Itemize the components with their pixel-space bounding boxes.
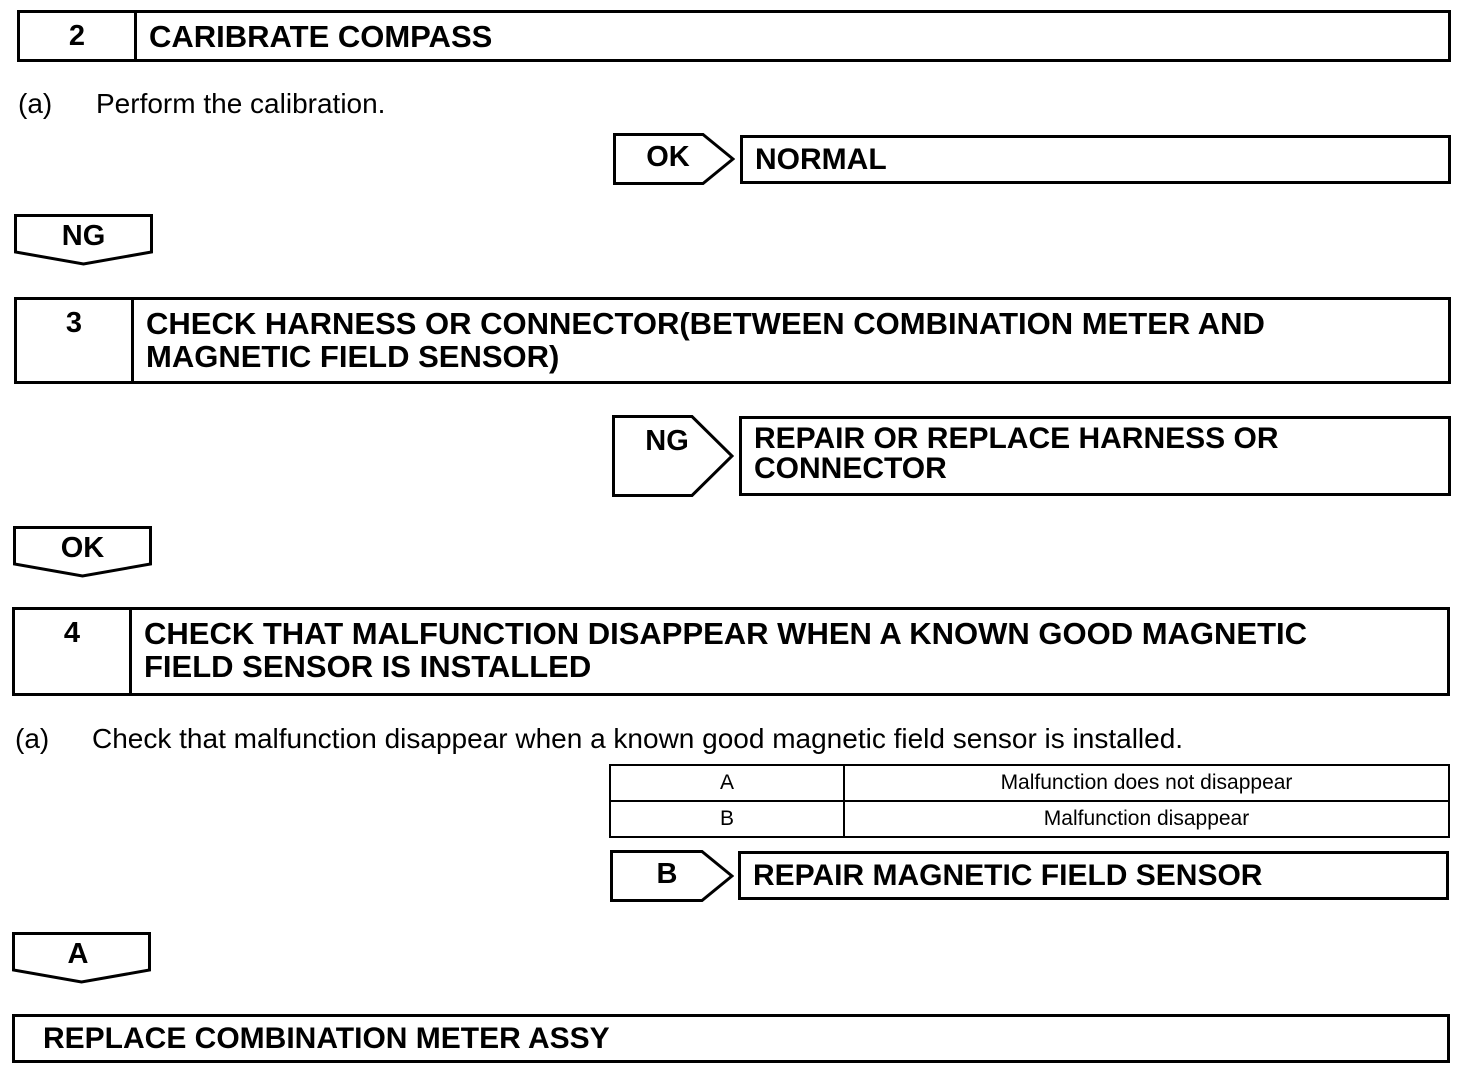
step-title: CARIBRATE COMPASS xyxy=(149,18,493,54)
table-cell-description: Malfunction does not disappear xyxy=(844,765,1449,801)
step-4-instruction xyxy=(15,723,1435,757)
step-2-instruction xyxy=(18,88,918,122)
step-2-header xyxy=(17,10,1451,62)
b-arrow-label: B xyxy=(656,858,678,890)
ng-arrow-tag xyxy=(612,415,734,497)
step-title-line-1: CHECK THAT MALFUNCTION DISAPPEAR WHEN A KNOWN GOOD MAGNETIC xyxy=(144,616,1308,651)
result-table xyxy=(609,764,1450,838)
ok-arrow-tag xyxy=(613,133,735,185)
step-title-line-2: FIELD SENSOR IS INSTALLED xyxy=(144,649,592,684)
item-label: (a) xyxy=(18,88,53,119)
a-down-label: A xyxy=(67,938,89,970)
step-number: 4 xyxy=(15,610,132,693)
ok-down-tag xyxy=(13,526,152,578)
result-repair-sensor: REPAIR MAGNETIC FIELD SENSOR xyxy=(738,851,1449,900)
step-title-line-2: MAGNETIC FIELD SENSOR) xyxy=(146,339,560,374)
item-label: (a) xyxy=(15,723,50,754)
final-action-box: REPLACE COMBINATION METER ASSY xyxy=(12,1014,1450,1063)
step-4-header xyxy=(12,607,1450,696)
step-number: 3 xyxy=(17,300,134,381)
step-3-header xyxy=(14,297,1451,384)
step-title xyxy=(132,610,1307,693)
result-line-1: REPAIR OR REPLACE HARNESS OR xyxy=(754,422,1279,455)
ng-down-label: NG xyxy=(61,220,106,252)
table-cell-description: Malfunction disappear xyxy=(844,801,1449,837)
step-title-line-1: CHECK HARNESS OR CONNECTOR(BETWEEN COMBINATION METER AND xyxy=(146,306,1265,341)
result-normal: NORMAL xyxy=(740,135,1451,184)
step-title xyxy=(134,300,1265,381)
item-text: Check that malfunction disappear when a known good magnetic field sensor is installed. xyxy=(92,723,1184,754)
b-arrow-tag xyxy=(610,850,734,902)
ok-down-label: OK xyxy=(60,532,105,564)
a-down-tag xyxy=(12,932,151,984)
table-row xyxy=(610,801,1449,837)
table-cell-code: A xyxy=(610,765,844,801)
table-cell-code: B xyxy=(610,801,844,837)
ok-arrow-label: OK xyxy=(646,141,690,173)
step-number: 2 xyxy=(20,13,137,59)
result-repair-harness xyxy=(739,416,1451,496)
item-text: Perform the calibration. xyxy=(96,88,386,119)
table-row xyxy=(610,765,1449,801)
ng-down-tag xyxy=(14,214,153,266)
result-line-2: CONNECTOR xyxy=(754,452,947,485)
ng-arrow-label: NG xyxy=(645,425,689,457)
